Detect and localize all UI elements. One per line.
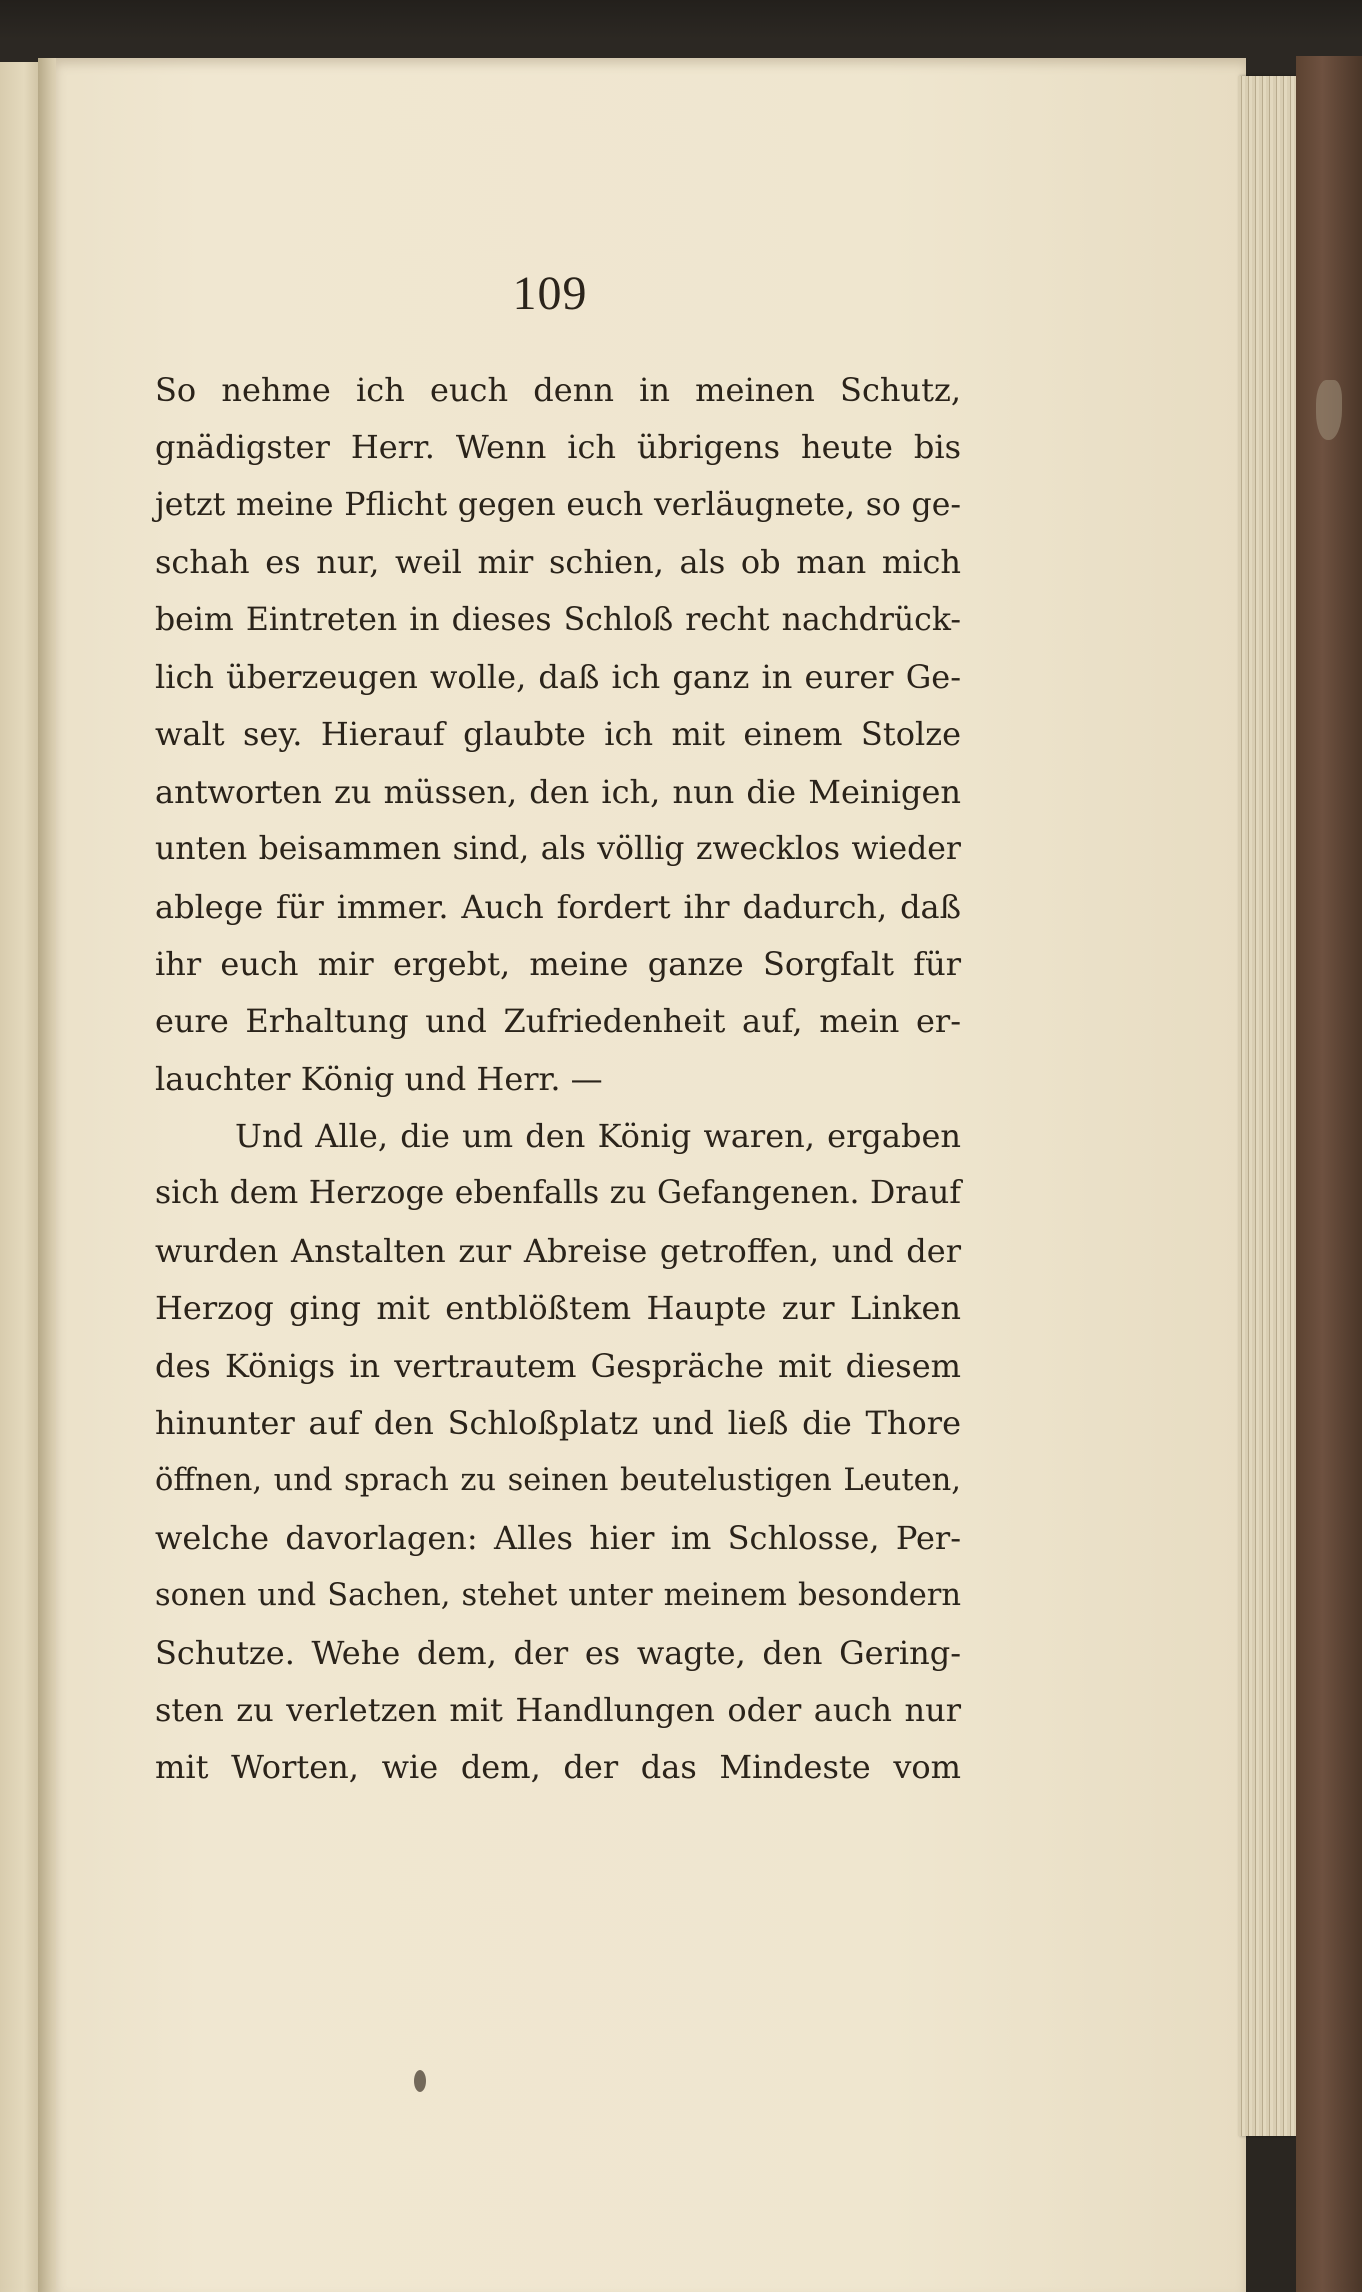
- page-stack-edges: [1238, 76, 1296, 2136]
- text-line: öffnen, und sprach zu seinen beutelustigen Leuten,: [155, 1463, 961, 1499]
- text-line: des Königs in vertrautem Gespräche mit diesem: [155, 1346, 961, 1385]
- text-line: sten zu verletzen mit Handlungen oder auch nur: [155, 1690, 961, 1729]
- text-line: Schutze. Wehe dem, der es wagte, den Gering-: [155, 1633, 961, 1672]
- text-line: schah es nur, weil mir schien, als ob man mich: [155, 543, 961, 582]
- text-line: Und Alle, die um den König waren, ergaben: [235, 1117, 961, 1156]
- text-line: gnädigster Herr. Wenn ich übrigens heute bis: [155, 428, 961, 467]
- body-text: [155, 362, 961, 1797]
- text-line: unten beisammen sind, als völlig zwecklos wieder: [155, 831, 961, 868]
- text-line: hinunter auf den Schloßplatz und ließ die Thore: [155, 1404, 961, 1443]
- text-line: wurden Anstalten zur Abreise getroffen, und der: [155, 1231, 961, 1270]
- text-line: antworten zu müssen, den ich, nun die Meinigen: [155, 772, 961, 811]
- text-line: So nehme ich euch denn in meinen Schutz,: [155, 371, 961, 409]
- text-line: mit Worten, wie dem, der das Mindeste vom: [155, 1748, 961, 1787]
- text-line: sonen und Sachen, stehet unter meinem besondern: [155, 1578, 961, 1614]
- cover-wear-mark: [1316, 380, 1342, 440]
- text-line: lich überzeugen wolle, daß ich ganz in eurer Ge-: [155, 657, 961, 696]
- text-line: Herzog ging mit entblößtem Haupte zur Linken: [155, 1289, 961, 1328]
- text-line: ablege für immer. Auch fordert ihr dadurch, daß: [155, 887, 961, 926]
- page-number: 109: [512, 267, 588, 320]
- text-line: eure Erhaltung und Zufriedenheit auf, mein er-: [155, 1002, 961, 1041]
- text-line: welche davorlagen: Alles hier im Schlosse, Per-: [155, 1518, 961, 1557]
- text-line: lauchter König und Herr. —: [155, 1059, 603, 1098]
- ink-blot: [414, 2070, 426, 2092]
- text-line: jetzt meine Pflicht gegen euch verläugnete, so ge-: [155, 486, 961, 523]
- previous-page-edge: [0, 62, 40, 2292]
- text-line: sich dem Herzoge ebenfalls zu Gefangenen. Drauf: [155, 1175, 961, 1212]
- text-line: walt sey. Hierauf glaubte ich mit einem Stolze: [155, 715, 961, 754]
- text-line: ihr euch mir ergebt, meine ganze Sorgfalt für: [155, 944, 961, 983]
- text-line: beim Eintreten in dieses Schloß recht nachdrück-: [155, 601, 961, 638]
